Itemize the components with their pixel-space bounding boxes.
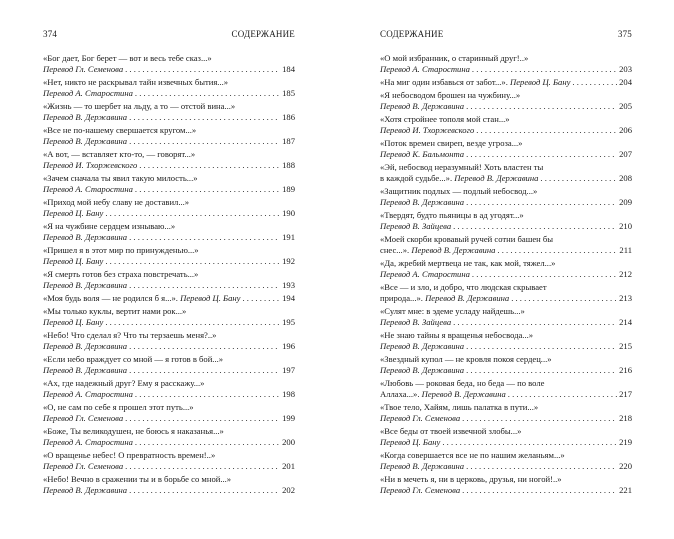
page-header	[380, 29, 632, 41]
entry-first-line: «Все не по-нашему свершается кругом...»	[43, 125, 197, 135]
dot-leader	[466, 341, 617, 352]
toc-entry[interactable]	[380, 426, 632, 448]
entry-translator: Перевод Ц. Бану	[180, 293, 241, 303]
entry-text	[43, 64, 123, 75]
toc-entry[interactable]	[43, 125, 295, 147]
toc-entry[interactable]	[380, 53, 632, 75]
entry-text	[43, 232, 127, 243]
entry-translator: Перевод Ц. Бану	[380, 437, 441, 447]
entry-page-number: 221	[619, 485, 632, 495]
entry-first-line: «Все — и зло, и добро, что людская скрывает	[380, 281, 547, 292]
toc-entry[interactable]	[380, 77, 632, 88]
entry-page-number: 198	[282, 389, 295, 399]
entry-page-number: 192	[282, 256, 295, 267]
entry-first-line: «Небо! Вечно в сражении ты и в борьбе со мной...»	[43, 473, 232, 484]
entry-quote-tail: Аллаха...».	[380, 389, 420, 399]
entry-page-number: 205	[619, 101, 632, 111]
entry-translator: Перевод В. Державина	[43, 485, 128, 495]
page-header	[43, 29, 295, 41]
toc-entry[interactable]	[43, 53, 295, 75]
entry-leader-line	[43, 88, 295, 99]
entry-leader-line	[43, 136, 295, 147]
entry-translator: Перевод В. Державина	[43, 136, 128, 147]
entry-page-number: 202	[282, 485, 295, 495]
toc-entry[interactable]	[380, 330, 632, 352]
entry-leader-line	[43, 461, 295, 472]
entry-first-line: «Я небосводом брошен на чужбину...»	[380, 89, 521, 100]
entry-translator: Перевод Ц. Бану	[43, 317, 104, 327]
entry-first-line: «Эй, небосвод неразумный! Хоть властен ты	[380, 161, 544, 172]
entry-text	[43, 485, 127, 496]
entry-leader-line	[380, 245, 632, 256]
entry-text	[380, 269, 470, 280]
page-number: 375	[617, 29, 632, 39]
entry-text	[380, 365, 464, 376]
dot-leader	[442, 437, 617, 448]
entry-leader-line	[380, 413, 632, 424]
entry-first-line: «Боже, Ты великодушен, не боюсь я наказанья...»	[43, 425, 224, 436]
entry-page-number: 185	[282, 88, 295, 99]
toc-entry[interactable]	[43, 245, 295, 267]
entry-first-line: «Приход мой небу славу не доставил...»	[43, 197, 190, 207]
entry-page-number: 218	[619, 413, 632, 423]
entry-text	[43, 365, 127, 376]
entry-page-number: 219	[619, 437, 632, 447]
entry-translator: Перевод А. Старостина	[43, 88, 133, 99]
entry-first-line: «Жизнь — то шербет на льду, а то — отстой вина...»	[43, 101, 236, 111]
toc-entry[interactable]	[43, 450, 295, 472]
entry-first-line: «Защитник подлых — подлый небосвод...»	[380, 185, 538, 196]
entry-text	[380, 341, 464, 352]
toc-entry[interactable]	[43, 269, 295, 291]
toc-entry[interactable]	[43, 426, 295, 448]
entry-leader-line	[380, 461, 632, 472]
entry-first-line: «Твое тело, Хайям, лишь палатка в пути...»	[380, 401, 539, 412]
toc-entry[interactable]	[380, 210, 632, 232]
entry-page-number: 212	[619, 269, 632, 279]
dot-leader	[125, 413, 280, 424]
entry-page-number: 204	[619, 77, 632, 87]
entry-text	[43, 280, 127, 291]
entry-first-line: «А вот, — вставляет кто-то, — говорят...»	[43, 149, 196, 159]
entry-leader-line	[380, 221, 632, 232]
entry-translator: Перевод А. Старостина	[43, 389, 133, 399]
entry-translator: Перевод Гл. Семенова	[380, 485, 461, 495]
entry-first-line: «Я смерть готов без страха повстречать...»	[43, 269, 199, 279]
toc-entry[interactable]	[43, 330, 295, 352]
entry-text	[43, 437, 133, 448]
entry-leader-line	[380, 365, 632, 376]
entry-quote-tail: снес...».	[380, 245, 410, 255]
entry-leader-line	[43, 413, 295, 424]
entry-leader-line	[43, 184, 295, 195]
dot-leader	[466, 197, 617, 208]
entry-first-line: «Твердят, будто пьяницы в ад угодят...»	[380, 209, 524, 220]
entry-text	[380, 101, 464, 112]
entry-translator: Перевод В. Державина	[411, 245, 496, 255]
dot-leader	[508, 389, 617, 400]
entry-translator: Перевод В. Державина	[43, 232, 128, 243]
entry-translator: Перевод Гл. Семенова	[43, 64, 124, 75]
entry-translator: Перевод В. Державина	[43, 280, 128, 291]
entry-first-line: «О вращенье небес! О превратность времен!..»	[43, 449, 216, 460]
entry-first-line: «Не знаю тайны я вращенья небосвода...»	[380, 329, 534, 340]
entry-leader-line	[43, 256, 295, 267]
entry-leader-line	[43, 64, 295, 75]
entry-leader-line	[43, 112, 295, 123]
entry-translator: Перевод В. Державина	[454, 173, 539, 183]
entry-translator: Перевод Ц. Бану	[510, 77, 571, 87]
entry-page-number: 196	[282, 341, 295, 351]
entry-first-line: «Мы только куклы, вертит нами рок...»	[43, 305, 187, 316]
entry-translator: Перевод А. Старостина	[380, 64, 470, 75]
toc-entry[interactable]	[43, 474, 295, 496]
toc-entry[interactable]	[43, 101, 295, 123]
entry-translator: Перевод В. Державина	[43, 365, 128, 375]
entry-first-line: «Поток времен свиреп, везде угроза...»	[380, 137, 523, 148]
entry-page-number: 215	[619, 341, 632, 351]
entry-text	[380, 77, 570, 88]
entry-text	[380, 245, 495, 256]
entry-leader-line	[380, 173, 632, 184]
toc-list	[380, 53, 632, 498]
dot-leader	[105, 317, 280, 328]
dot-leader	[129, 280, 280, 291]
entry-text	[43, 256, 103, 267]
entry-first-line: «О, не сам по себе я прошел этот путь...»	[43, 401, 194, 412]
entry-text	[43, 341, 127, 352]
toc-entry[interactable]	[380, 138, 632, 160]
toc-entry[interactable]	[43, 77, 295, 99]
toc-entry[interactable]	[43, 378, 295, 400]
dot-leader	[540, 173, 617, 184]
entry-first-line: «Хотя стройнее тополя мой стан...»	[380, 113, 510, 124]
toc-entry[interactable]	[380, 114, 632, 136]
dot-leader	[105, 208, 280, 219]
entry-translator: Перевод В. Державина	[425, 293, 510, 303]
entry-page-number: 184	[282, 64, 295, 75]
entry-translator: Перевод Гл. Семенова	[43, 461, 124, 471]
entry-page-number: 217	[619, 389, 632, 399]
entry-translator: Перевод Гл. Семенова	[380, 413, 461, 423]
dot-leader	[476, 125, 617, 136]
dot-leader	[135, 88, 280, 99]
toc-entry[interactable]	[380, 306, 632, 328]
entry-first-line: «О мой избранник, о старинный друг!..»	[380, 53, 529, 63]
running-title: СОДЕРЖАНИЕ	[231, 29, 295, 39]
entry-first-line: «Сулят мне: в эдеме усладу найдешь...»	[380, 305, 525, 316]
entry-leader-line	[380, 485, 632, 496]
toc-entry[interactable]	[380, 186, 632, 208]
entry-page-number: 195	[282, 317, 295, 327]
entry-page-number: 190	[282, 208, 295, 219]
dot-leader	[129, 365, 280, 376]
dot-leader	[462, 485, 617, 496]
entry-leader-line	[380, 197, 632, 208]
entry-page-number: 206	[619, 125, 632, 135]
entry-text	[380, 64, 470, 75]
entry-text	[43, 184, 133, 195]
entry-page-number: 209	[619, 197, 632, 207]
entry-page-number: 213	[619, 293, 632, 303]
entry-translator: Перевод В. Зайцева	[380, 221, 452, 231]
entry-leader-line	[43, 365, 295, 376]
dot-leader	[462, 413, 617, 424]
entry-quote-tail: природа...».	[380, 293, 423, 303]
entry-translator: Перевод Ц. Бану	[43, 208, 104, 219]
entry-first-line: «Бог дает, Бог берет — вот и весь тебе сказ...»	[43, 53, 212, 63]
entry-leader-line	[43, 341, 295, 352]
dot-leader	[243, 293, 281, 304]
entry-leader-line	[43, 208, 295, 219]
entry-first-line: «Моей скорби кровавый ручей сотни башен бы	[380, 233, 554, 244]
entry-translator: Перевод В. Державина	[380, 197, 465, 207]
entry-leader-line	[380, 341, 632, 352]
running-title: СОДЕРЖАНИЕ	[380, 29, 444, 39]
entry-text	[380, 125, 474, 136]
entry-text	[380, 485, 460, 496]
entry-page-number: 208	[619, 173, 632, 183]
entry-quote-tail: «Моя будь воля — не родился б я...».	[43, 293, 178, 303]
entry-first-line: «Зачем сначала ты явил такую милость...»	[43, 173, 198, 183]
entry-page-number: 193	[282, 280, 295, 291]
dot-leader	[135, 389, 280, 400]
entry-quote-tail: в каждой судьбе...».	[380, 173, 453, 183]
entry-first-line: «Небо! Что сделал я? Что ты терзаешь меня?..»	[43, 329, 217, 340]
entry-text	[380, 173, 538, 184]
entry-page-number: 199	[282, 413, 295, 423]
entry-translator: Перевод В. Державина	[380, 341, 465, 351]
entry-leader-line	[380, 389, 632, 400]
dot-leader	[466, 149, 617, 160]
toc-entry[interactable]	[43, 197, 295, 219]
entry-translator: Перевод К. Бальмонта	[380, 149, 465, 159]
entry-first-line: «Нет, никто не раскрывал тайн извечных бытия...»	[43, 77, 229, 87]
entry-leader-line	[43, 232, 295, 243]
entry-page-number: 197	[282, 365, 295, 375]
entry-text	[43, 136, 127, 147]
page-number: 374	[43, 29, 58, 39]
dot-leader	[135, 437, 280, 448]
entry-leader-line	[43, 389, 295, 400]
toc-entry[interactable]	[380, 282, 632, 304]
dot-leader	[129, 232, 280, 243]
entry-text	[380, 413, 460, 424]
entry-text	[43, 88, 133, 99]
toc-entry[interactable]	[380, 354, 632, 376]
entry-text	[380, 461, 464, 472]
entry-first-line: «Ни в мечеть я, ни в церковь, друзья, ни ногой!..»	[380, 473, 562, 484]
entry-text	[380, 293, 509, 304]
dot-leader	[125, 64, 280, 75]
entry-page-number: 200	[282, 437, 295, 447]
toc-entry[interactable]	[43, 149, 295, 171]
entry-text	[43, 208, 103, 219]
dot-leader	[129, 112, 280, 123]
toc-entry[interactable]	[43, 306, 295, 328]
entry-leader-line	[380, 317, 632, 328]
dot-leader	[472, 269, 617, 280]
entry-leader-line	[380, 437, 632, 448]
entry-first-line: «Все беды от твоей извечной злобы...»	[380, 425, 522, 436]
entry-leader-line	[380, 149, 632, 160]
dot-leader	[129, 136, 280, 147]
entry-text	[43, 112, 127, 123]
dot-leader	[466, 461, 617, 472]
toc-entry[interactable]	[380, 234, 632, 256]
entry-quote-tail: «На миг один избавься от забот...».	[380, 77, 508, 87]
entry-translator: Перевод В. Зайцева	[380, 317, 452, 327]
toc-entry[interactable]	[43, 402, 295, 424]
entry-translator: Перевод В. Державина	[43, 112, 128, 123]
entry-leader-line	[43, 293, 295, 304]
entry-text	[43, 389, 133, 400]
entry-first-line: «Если небо враждует со мной — я готов в бой...»	[43, 353, 224, 364]
entry-page-number: 189	[282, 184, 295, 195]
entry-leader-line	[380, 269, 632, 280]
entry-text	[43, 461, 123, 472]
entry-page-number: 194	[282, 293, 295, 303]
entry-text	[43, 293, 241, 304]
entry-leader-line	[43, 485, 295, 496]
toc-entry[interactable]	[43, 354, 295, 376]
toc-entry[interactable]	[43, 221, 295, 243]
dot-leader	[125, 461, 280, 472]
entry-first-line: «Пришел я в этот мир по принужденью...»	[43, 245, 199, 255]
entry-leader-line	[380, 293, 632, 304]
dot-leader	[139, 160, 280, 171]
entry-translator: Перевод Гл. Семенова	[43, 413, 124, 423]
entry-first-line: «Звездный купол — не кровля покоя сердец...»	[380, 353, 552, 364]
dot-leader	[105, 256, 280, 267]
entry-page-number: 203	[619, 64, 632, 75]
entry-text	[43, 160, 137, 171]
entry-translator: Перевод И. Тхоржевского	[380, 125, 475, 135]
entry-first-line: «Когда совершается все не по нашим желаньям...»	[380, 449, 565, 460]
entry-translator: Перевод В. Державина	[421, 389, 506, 399]
entry-page-number: 216	[619, 365, 632, 375]
entry-translator: Перевод В. Державина	[380, 101, 465, 111]
entry-translator: Перевод В. Державина	[380, 461, 465, 471]
entry-text	[380, 197, 464, 208]
toc-entry[interactable]	[380, 474, 632, 496]
entry-leader-line	[380, 101, 632, 112]
entry-first-line: «Ах, где надежный друг? Ему я расскажу...»	[43, 377, 205, 388]
entry-leader-line	[43, 160, 295, 171]
entry-text	[43, 413, 123, 424]
dot-leader	[453, 221, 617, 232]
toc-list	[43, 53, 295, 498]
entry-first-line: «Любовь — роковая беда, но беда — по воле	[380, 377, 545, 388]
entry-leader-line	[43, 437, 295, 448]
toc-entry[interactable]	[380, 258, 632, 280]
entry-leader-line	[380, 125, 632, 136]
entry-translator: Перевод Ц. Бану	[43, 256, 104, 267]
entry-translator: Перевод В. Державина	[380, 365, 465, 375]
dot-leader	[129, 341, 280, 352]
toc-entry[interactable]	[43, 173, 295, 195]
entry-text	[380, 389, 506, 400]
entry-translator: Перевод А. Старостина	[380, 269, 470, 279]
entry-translator: Перевод В. Державина	[43, 341, 128, 351]
dot-leader	[466, 365, 617, 376]
entry-text	[43, 317, 103, 328]
toc-entry[interactable]	[380, 450, 632, 472]
toc-entry[interactable]	[380, 90, 632, 112]
entry-text	[380, 317, 451, 328]
dot-leader	[129, 485, 280, 496]
entry-leader-line	[380, 64, 632, 75]
dot-leader	[472, 64, 617, 75]
entry-translator: Перевод А. Старостина	[43, 437, 133, 447]
entry-leader-line	[43, 280, 295, 291]
entry-leader-line	[43, 317, 295, 328]
entry-page-number: 201	[282, 461, 295, 471]
entry-page-number: 214	[619, 317, 632, 327]
toc-entry[interactable]	[380, 378, 632, 400]
toc-entry[interactable]	[380, 162, 632, 184]
entry-page-number: 207	[619, 149, 632, 159]
entry-page-number: 186	[282, 112, 295, 123]
entry-first-line: «Я на чужбине сердцем изнываю...»	[43, 221, 176, 231]
dot-leader	[466, 101, 617, 112]
toc-entry[interactable]	[43, 293, 295, 304]
toc-entry[interactable]	[380, 402, 632, 424]
entry-page-number: 188	[282, 160, 295, 171]
entry-leader-line	[380, 77, 632, 88]
dot-leader	[135, 184, 280, 195]
entry-page-number: 211	[619, 245, 632, 255]
dot-leader	[497, 245, 617, 256]
dot-leader	[572, 77, 617, 88]
dot-leader	[511, 293, 617, 304]
entry-page-number: 210	[619, 221, 632, 231]
entry-translator: Перевод И. Тхоржевского	[43, 160, 138, 171]
entry-translator: Перевод А. Старостина	[43, 184, 133, 195]
entry-page-number: 220	[619, 461, 632, 471]
dot-leader	[453, 317, 617, 328]
entry-text	[380, 221, 451, 232]
entry-page-number: 187	[282, 136, 295, 147]
entry-text	[380, 149, 464, 160]
entry-text	[380, 437, 440, 448]
entry-first-line: «Да, жребий мертвеца не так, как мой, тяжел...»	[380, 257, 556, 268]
entry-page-number: 191	[282, 232, 295, 243]
